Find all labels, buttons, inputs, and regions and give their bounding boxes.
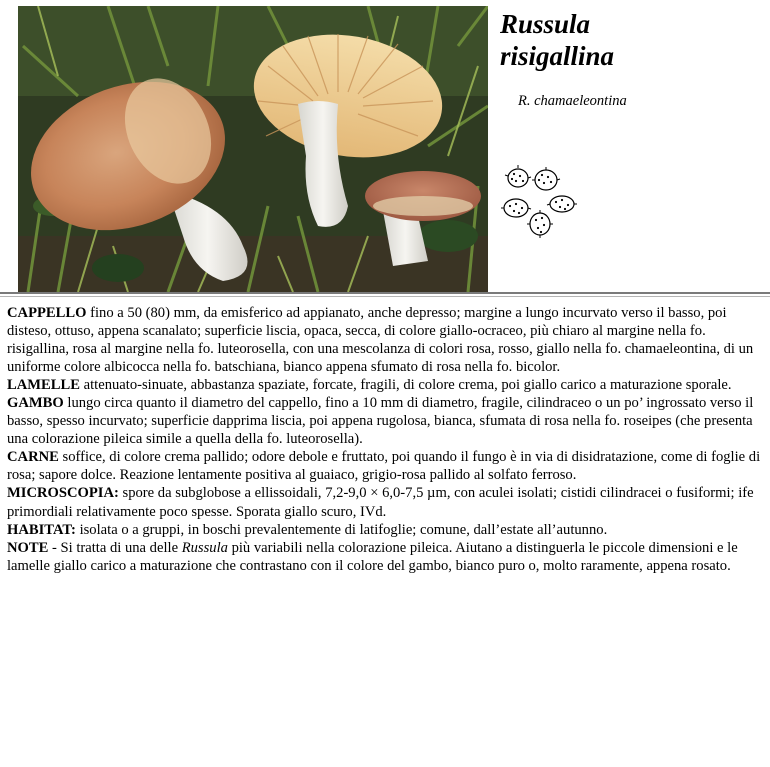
title-genus: Russula	[500, 9, 591, 39]
habitat-text: isolata o a gruppi, in boschi prevalentemente di latifoglie; comune, dall’estate all’autunno.	[75, 521, 608, 538]
cappello-label: CAPPELLO	[7, 305, 87, 321]
microscopia-label: MICROSCOPIA:	[7, 485, 119, 502]
note-label: NOTE	[7, 539, 49, 556]
note-paragraph	[7, 539, 762, 575]
header-divider	[0, 292, 770, 294]
cappello-paragraph	[7, 304, 762, 376]
title-species: risigallina	[500, 41, 615, 71]
carne-label: CARNE	[7, 449, 59, 466]
header-divider-shadow	[0, 296, 770, 297]
gambo-paragraph	[7, 394, 762, 448]
carne-text: soffice, di colore crema pallido; odore debole e fruttato, poi quando il fungo è in via di disidratazione, come di foglie di rosa; sapore dolce. Reazione lentamente positiva al guaiaco, grigio-rosa pallido al solfato ferroso.	[7, 449, 761, 484]
carne-paragraph	[7, 448, 762, 484]
microscopia-text: spore da subglobose a ellissoidali, 7,2-9,0 × 6,0-7,5 µm, con aculei isolati; cistidi cilindracei o fusiformi; ife primordiali relativamente poco spesse. Sporata giallo scuro, IVd.	[7, 485, 754, 520]
gambo-text: lungo circa quanto il diametro del cappello, fino a 10 mm di diametro, fragile, cilindraceo o un po’ ingrossato verso il basso, spesso incurvato; superficie dapprima liscia, poi appena rugolosa, bianca, sfumata di rosa nella fo. roseipes (che presenta una colorazione pileica simile a quella della fo. luteorosella).	[7, 395, 754, 448]
species-title	[500, 8, 614, 72]
lamelle-text: attenuato-sinuate, abbastanza spaziate, forcate, fragili, di colore crema, poi giallo carico a maturazione sporale.	[79, 377, 732, 394]
mushroom-photo	[18, 6, 488, 292]
microscopia-paragraph	[7, 484, 762, 520]
cappello-text: fino a 50 (80) mm, da emisferico ad appianato, anche depresso; margine a lungo incurvato verso il basso, poi disteso, ottuso, appena scanalato; superficie liscia, opaca, secca, di colore giallo-ocraceo, più chiaro al margine nella fo. risigallina, rosa al margine nella fo. luteorosella, con una mescolanza di colori rosa, rosso, giallo nella fo. chamaeleontina, di un uniforme colore albicocca nella fo. batschiana, bianco appena sfumato di rosa nella fo. bicolor.	[7, 305, 754, 376]
habitat-paragraph	[7, 521, 762, 539]
spore-illustration	[500, 160, 584, 242]
species-description	[7, 304, 762, 575]
lamelle-label: LAMELLE	[7, 377, 80, 394]
habitat-label: HABITAT:	[7, 521, 76, 538]
note-genus: Russula	[181, 539, 228, 556]
synonym-label: R. chamaeleontina	[518, 93, 627, 109]
note-text-before: - Si tratta di una delle	[48, 539, 182, 556]
lamelle-paragraph	[7, 376, 762, 394]
note-text-after: più variabili nella colorazione pileica. Aiutano a distinguerla le piccole dimensioni e le lamelle giallo carico a maturazione che contrastano con il colore del gambo, bianco puro o, molto raramente, appena rosato.	[7, 539, 738, 574]
gambo-label: GAMBO	[7, 395, 64, 412]
